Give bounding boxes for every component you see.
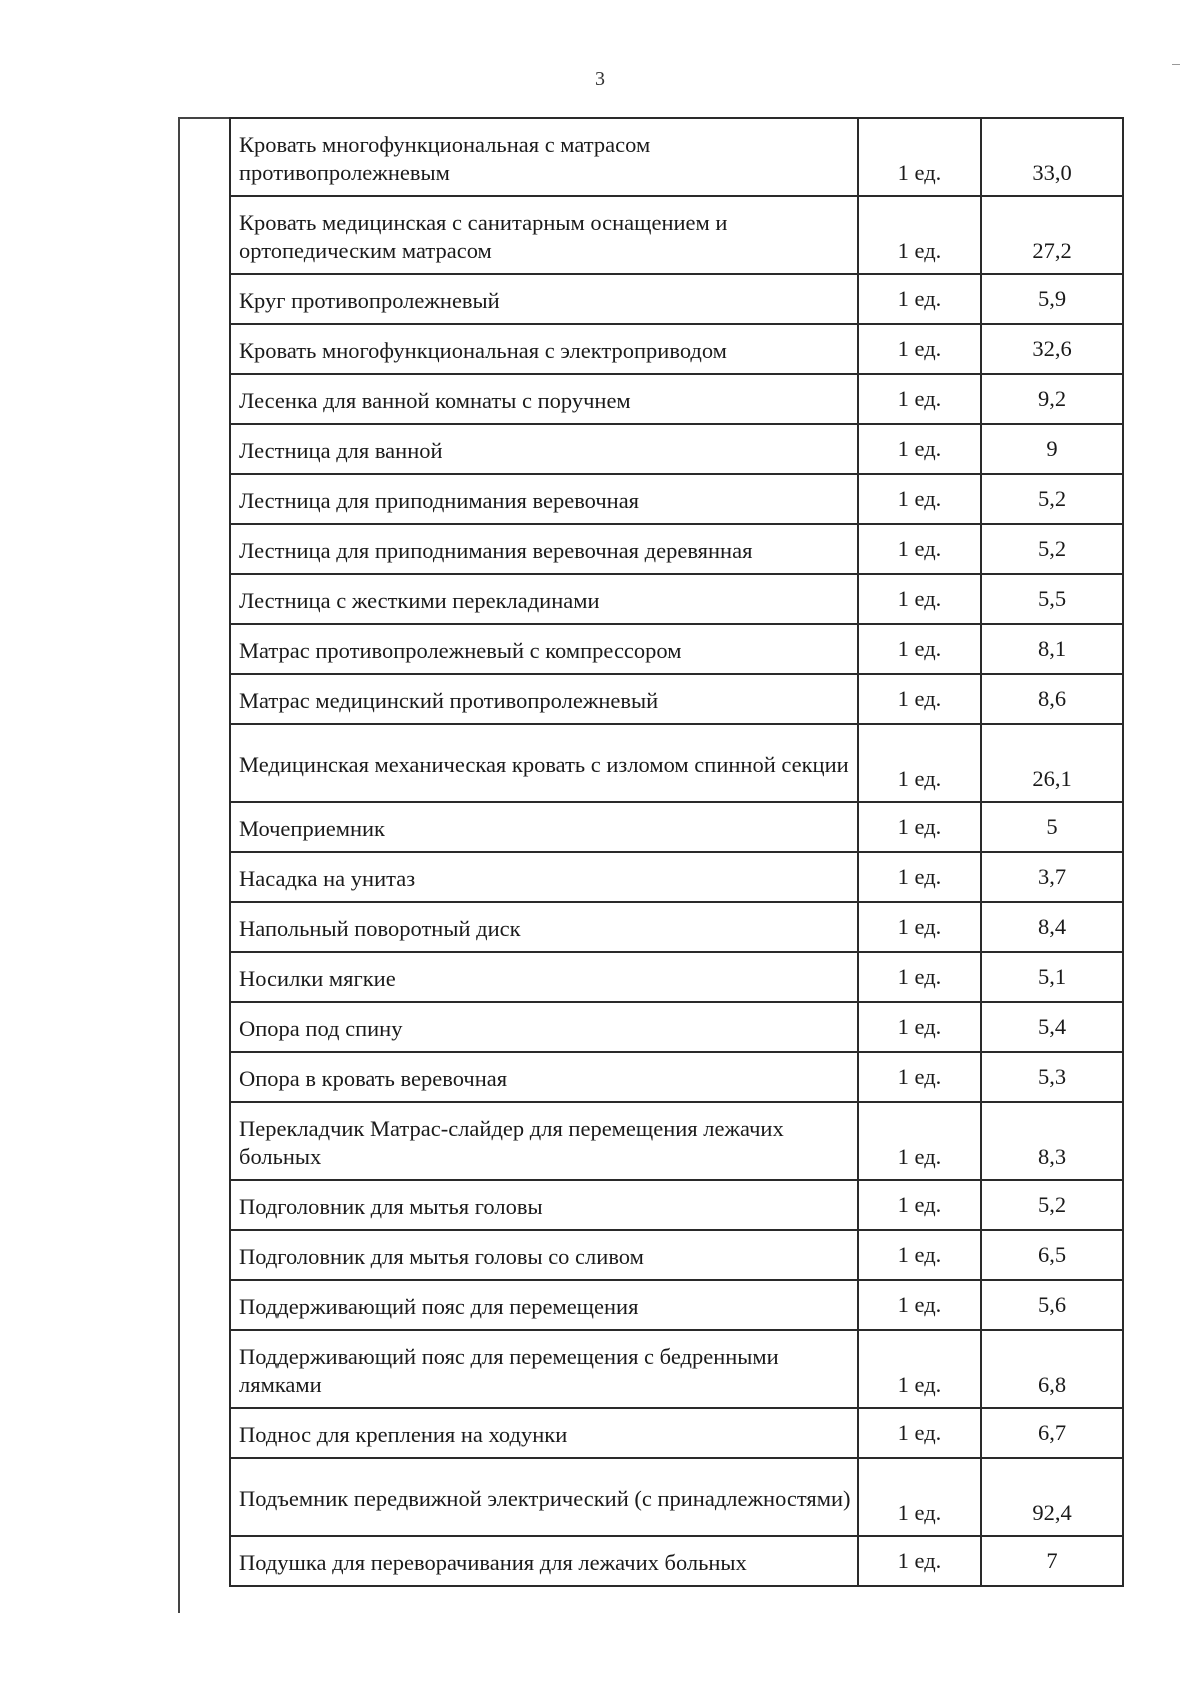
item-unit-cell: 1 ед. (858, 118, 981, 196)
item-value-cell: 8,6 (981, 674, 1123, 724)
item-value-cell: 5,2 (981, 524, 1123, 574)
table-row (230, 196, 1123, 274)
item-value-cell: 9 (981, 424, 1123, 474)
item-name-cell: Лесенка для ванной комнаты с поручнем (230, 374, 858, 424)
item-name-cell: Матрас противопролежневый с компрессором (230, 624, 858, 674)
item-value-cell: 5,1 (981, 952, 1123, 1002)
item-unit-cell: 1 ед. (858, 474, 981, 524)
item-name-cell: Мочеприемник (230, 802, 858, 852)
item-name-cell: Лестница для ванной (230, 424, 858, 474)
table-row (230, 1280, 1123, 1330)
item-unit-cell: 1 ед. (858, 1408, 981, 1458)
table-row (230, 1102, 1123, 1180)
item-name-cell: Носилки мягкие (230, 952, 858, 1002)
item-value-cell: 5,2 (981, 1180, 1123, 1230)
table-row (230, 952, 1123, 1002)
item-value-cell: 8,3 (981, 1102, 1123, 1180)
table-left-border-top (178, 117, 231, 119)
item-unit-cell: 1 ед. (858, 374, 981, 424)
item-value-cell: 32,6 (981, 324, 1123, 374)
item-unit-cell: 1 ед. (858, 196, 981, 274)
table-row (230, 574, 1123, 624)
item-value-cell: 92,4 (981, 1458, 1123, 1536)
item-unit-cell: 1 ед. (858, 674, 981, 724)
item-value-cell: 27,2 (981, 196, 1123, 274)
item-name-cell: Подголовник для мытья головы (230, 1180, 858, 1230)
item-unit-cell: 1 ед. (858, 324, 981, 374)
item-name-cell: Опора под спину (230, 1002, 858, 1052)
item-name-cell: Подъемник передвижной электрический (с принадлежностями) (230, 1458, 858, 1536)
item-name-cell: Напольный поворотный диск (230, 902, 858, 952)
item-unit-cell: 1 ед. (858, 1280, 981, 1330)
item-unit-cell: 1 ед. (858, 1002, 981, 1052)
item-unit-cell: 1 ед. (858, 624, 981, 674)
item-value-cell: 33,0 (981, 118, 1123, 196)
item-value-cell: 26,1 (981, 724, 1123, 802)
item-value-cell: 5 (981, 802, 1123, 852)
item-name-cell: Подушка для переворачивания для лежачих больных (230, 1536, 858, 1586)
item-unit-cell: 1 ед. (858, 424, 981, 474)
item-value-cell: 6,5 (981, 1230, 1123, 1280)
item-value-cell: 8,1 (981, 624, 1123, 674)
item-unit-cell: 1 ед. (858, 802, 981, 852)
item-unit-cell: 1 ед. (858, 1536, 981, 1586)
item-name-cell: Лестница для приподнимания веревочная деревянная (230, 524, 858, 574)
item-value-cell: 9,2 (981, 374, 1123, 424)
item-name-cell: Матрас медицинский противопролежневый (230, 674, 858, 724)
item-value-cell: 6,8 (981, 1330, 1123, 1408)
item-unit-cell: 1 ед. (858, 1330, 981, 1408)
item-value-cell: 5,5 (981, 574, 1123, 624)
item-unit-cell: 1 ед. (858, 1458, 981, 1536)
table-row (230, 1052, 1123, 1102)
item-name-cell: Медицинская механическая кровать с изломом спинной секции (230, 724, 858, 802)
item-name-cell: Насадка на унитаз (230, 852, 858, 902)
item-unit-cell: 1 ед. (858, 1052, 981, 1102)
item-unit-cell: 1 ед. (858, 902, 981, 952)
table-row (230, 624, 1123, 674)
table-row (230, 1330, 1123, 1408)
table-row (230, 1180, 1123, 1230)
items-table (229, 117, 1124, 1587)
item-name-cell: Поддерживающий пояс для перемещения с бедренными лямками (230, 1330, 858, 1408)
table-row (230, 852, 1123, 902)
item-unit-cell: 1 ед. (858, 724, 981, 802)
table-row (230, 674, 1123, 724)
item-value-cell: 5,6 (981, 1280, 1123, 1330)
item-unit-cell: 1 ед. (858, 574, 981, 624)
item-value-cell: 5,2 (981, 474, 1123, 524)
table-row (230, 802, 1123, 852)
item-unit-cell: 1 ед. (858, 524, 981, 574)
table-row (230, 1536, 1123, 1586)
table-row (230, 1408, 1123, 1458)
item-name-cell: Кровать медицинская с санитарным оснащением и ортопедическим матрасом (230, 196, 858, 274)
item-name-cell: Подголовник для мытья головы со сливом (230, 1230, 858, 1280)
table-row (230, 274, 1123, 324)
table-row (230, 374, 1123, 424)
table-row (230, 524, 1123, 574)
item-name-cell: Опора в кровать веревочная (230, 1052, 858, 1102)
item-value-cell: 8,4 (981, 902, 1123, 952)
scan-mark (1172, 64, 1180, 65)
item-name-cell: Перекладчик Матрас-слайдер для перемещения лежачих больных (230, 1102, 858, 1180)
page-number: 3 (595, 68, 605, 90)
table-row (230, 118, 1123, 196)
table-left-border (178, 117, 180, 1613)
item-unit-cell: 1 ед. (858, 274, 981, 324)
item-value-cell: 5,3 (981, 1052, 1123, 1102)
item-value-cell: 5,4 (981, 1002, 1123, 1052)
table-row (230, 1002, 1123, 1052)
table-row (230, 324, 1123, 374)
item-name-cell: Лестница для приподнимания веревочная (230, 474, 858, 524)
items-table-body (230, 118, 1123, 1586)
table-row (230, 902, 1123, 952)
table-row (230, 1458, 1123, 1536)
item-name-cell: Кровать многофункциональная с электроприводом (230, 324, 858, 374)
item-value-cell: 6,7 (981, 1408, 1123, 1458)
table-row (230, 474, 1123, 524)
item-value-cell: 7 (981, 1536, 1123, 1586)
item-name-cell: Поднос для крепления на ходунки (230, 1408, 858, 1458)
item-unit-cell: 1 ед. (858, 1102, 981, 1180)
table-row (230, 424, 1123, 474)
item-unit-cell: 1 ед. (858, 1180, 981, 1230)
item-unit-cell: 1 ед. (858, 852, 981, 902)
item-value-cell: 5,9 (981, 274, 1123, 324)
item-unit-cell: 1 ед. (858, 952, 981, 1002)
item-name-cell: Поддерживающий пояс для перемещения (230, 1280, 858, 1330)
item-name-cell: Лестница с жесткими перекладинами (230, 574, 858, 624)
item-unit-cell: 1 ед. (858, 1230, 981, 1280)
table-row (230, 724, 1123, 802)
table-row (230, 1230, 1123, 1280)
item-value-cell: 3,7 (981, 852, 1123, 902)
item-name-cell: Круг противопролежневый (230, 274, 858, 324)
item-name-cell: Кровать многофункциональная с матрасом противопролежневым (230, 118, 858, 196)
